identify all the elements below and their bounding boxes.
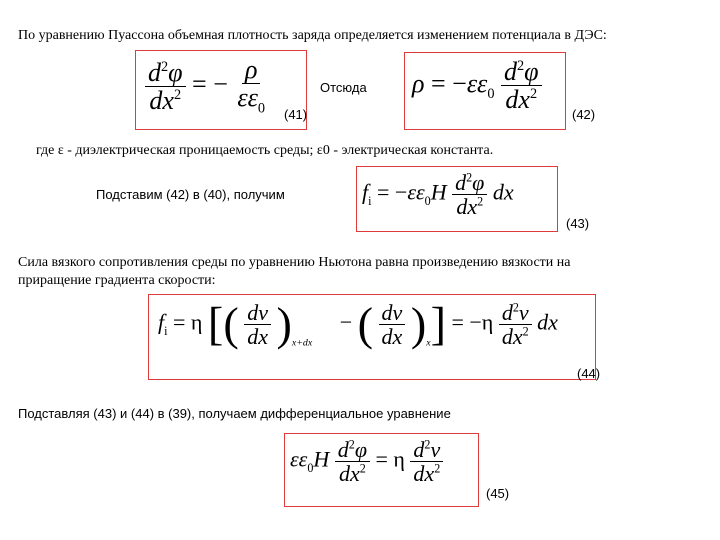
equation-42-formula: $\rho = -\varepsilon\varepsilon_0$ $\frac{d^2\varphi}{dx^2}$ bbox=[412, 58, 542, 114]
equation-42-number: (42) bbox=[572, 107, 596, 122]
otsyuda-label: Отсюда bbox=[320, 80, 367, 95]
where-line: где ε - диэлектрическая проницаемость среды; ε0 - электрическая константа. bbox=[36, 143, 494, 158]
equation-41-formula: $\frac{d^2\varphi}{dx^2}$ = − $\frac{\rho}{\varepsilon\varepsilon_0}$ bbox=[145, 56, 268, 117]
viscous-line-2: приращение градиента скорости: bbox=[18, 273, 216, 288]
equation-43-number: (43) bbox=[566, 216, 590, 231]
intro-line: По уравнению Пуассона объемная плотность заряда определяется изменением потенциала в ДЭС: bbox=[18, 28, 607, 43]
equation-43-formula: $f_i = -\varepsilon\varepsilon_0H$ $\frac{d^2\varphi}{dx^2}$ dx bbox=[362, 170, 514, 220]
equation-44-number: (44) bbox=[577, 366, 601, 381]
viscous-line-1: Сила вязкого сопротивления среды по уравнению Ньютона равна произведению вязкости на bbox=[18, 255, 571, 270]
substitute-line: Подставим (42) в (40), получим bbox=[96, 187, 285, 202]
equation-45-formula: $\varepsilon\varepsilon_0H$ $\frac{d^2\varphi}{dx^2}$ = η $\frac{d^2v}{dx^2}$ bbox=[290, 438, 443, 485]
substituting-line: Подставляя (43) и (44) в (39), получаем дифференциальное уравнение bbox=[18, 406, 451, 421]
equation-44-formula: $f_i = \eta$ [( $\frac{dv}{dx}$ )$_{x+dx}$ − ( $\frac{dv}{dx}$ )$_x] = -\eta$ $\frac{d^2v}{dx^2}$ dx bbox=[158, 298, 558, 350]
equation-45-number: (45) bbox=[486, 486, 510, 501]
equation-41-number: (41) bbox=[284, 107, 308, 122]
